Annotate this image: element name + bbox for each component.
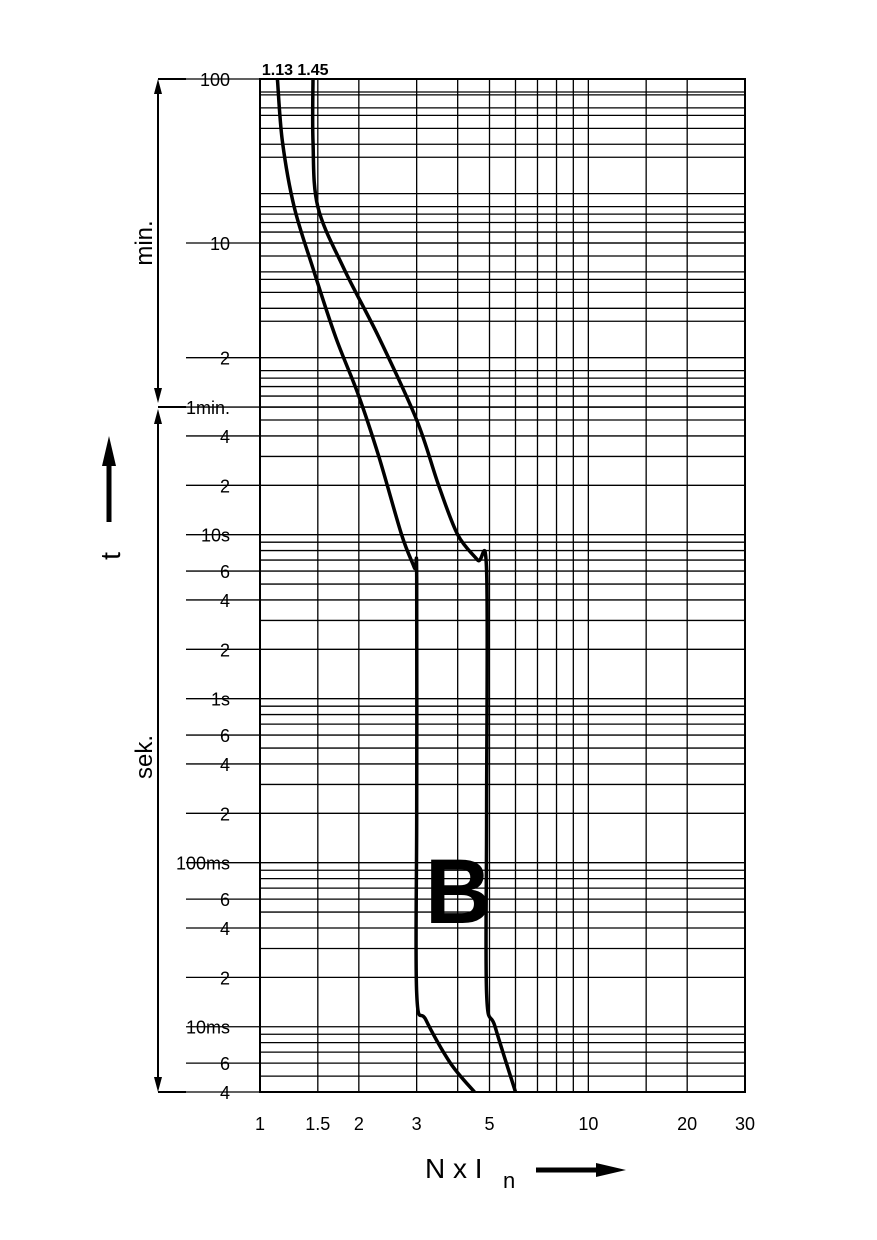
y-tick-label: 2: [219, 348, 230, 369]
y-tick-label: 1s: [210, 689, 230, 710]
y-tick-label: 2: [219, 804, 230, 825]
sec-bracket-arrow-top: [154, 409, 162, 424]
x-tick-label: 20: [677, 1114, 698, 1134]
y-tick-label: 2: [219, 968, 230, 989]
y-tick-label: 2: [219, 476, 230, 497]
y-tick-label: 6: [219, 890, 230, 911]
plot-border: [260, 79, 745, 1092]
series-labels: [262, 62, 329, 79]
y-tick-label: 10: [209, 234, 230, 255]
x-tick-labels: [255, 1114, 755, 1134]
x-tick-label: 2: [353, 1114, 364, 1134]
min-bracket-arrow-bottom: [154, 388, 162, 403]
y-tick-label: 4: [219, 918, 230, 939]
x-tick-label: 30: [734, 1114, 756, 1134]
y-tick-label: 4: [219, 754, 230, 775]
up-arrow-icon: [102, 436, 116, 466]
x-tick-label: 10: [578, 1114, 599, 1134]
y-tick-label: 6: [219, 562, 230, 583]
y-tick-label: 4: [219, 426, 230, 447]
horizontal-grid: [260, 79, 745, 1092]
plot-frame: [260, 79, 745, 1092]
x-tick-label: 3: [411, 1114, 422, 1134]
y-tick-label: 10ms: [185, 1017, 230, 1038]
min-bracket-arrow-top: [154, 79, 162, 94]
vertical-grid: [260, 79, 745, 1092]
x-tick-label: 1.5: [305, 1114, 331, 1134]
y-tick-label: 6: [219, 1054, 230, 1075]
y-tick-label: 4: [219, 590, 230, 611]
y-tick-labels: [176, 70, 260, 1103]
y-axis-title: [95, 436, 126, 560]
x-axis-label-subscript: n: [503, 1168, 516, 1193]
sec-range-label: sek.: [131, 734, 158, 780]
x-axis-label: N x I: [425, 1153, 483, 1184]
right-arrow-icon: [596, 1163, 626, 1177]
y-tick-label: 4: [219, 1083, 230, 1103]
x-axis-title: [425, 1153, 626, 1193]
sec-bracket-arrow-bottom: [154, 1077, 162, 1092]
series-label-2: 1.45: [297, 62, 329, 79]
y-axis-label: t: [95, 552, 126, 560]
min-range-label: min.: [131, 220, 158, 266]
series-label-1: 1.13: [261, 62, 293, 79]
x-tick-label: 1: [254, 1114, 266, 1134]
y-tick-label: 2: [219, 640, 230, 661]
y-tick-label: 10s: [200, 525, 230, 546]
x-tick-label: 5: [484, 1114, 495, 1134]
y-tick-label: 1min.: [185, 398, 230, 419]
y-tick-label: 100: [199, 70, 230, 90]
range-brackets: [131, 79, 186, 1092]
characteristic-letter: B: [425, 841, 492, 943]
y-tick-label: 6: [219, 726, 230, 747]
y-tick-label: 100ms: [175, 853, 230, 874]
